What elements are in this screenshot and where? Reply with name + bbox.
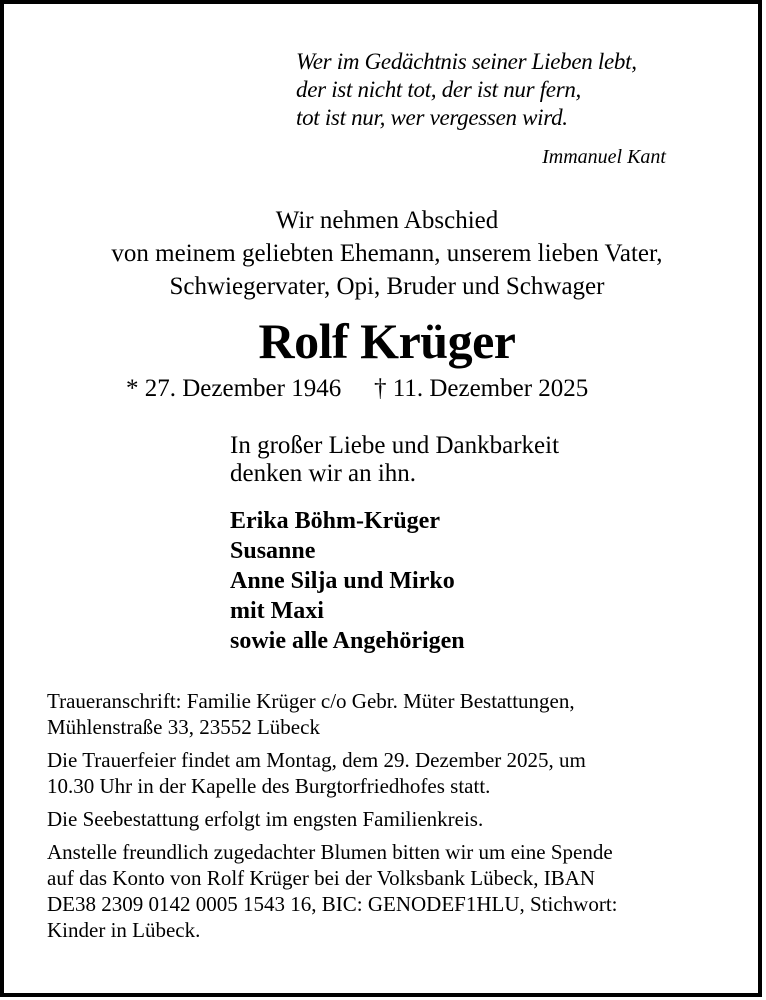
notice-line: auf das Konto von Rolf Krüger bei der Volksbank Lübeck, IBAN <box>47 866 596 890</box>
intro-heading <box>4 204 766 303</box>
deceased-name: Rolf Krüger <box>258 313 516 369</box>
notice-line: Die Seebestattung erfolgt im engsten Familienkreis. <box>47 807 484 831</box>
mourner-name: Erika Böhm-Krüger <box>230 508 440 534</box>
quote-line: tot ist nur, wer vergessen wird. <box>296 105 568 130</box>
notice-line: Kinder in Lübeck. <box>47 918 201 942</box>
mourner-name: mit Maxi <box>230 598 324 624</box>
donation-notice <box>47 839 727 943</box>
funeral-ceremony-notice <box>47 747 727 799</box>
intro-line: Schwiegervater, Opi, Bruder und Schwager <box>169 273 605 300</box>
notices-block <box>47 688 727 950</box>
notice-line: Die Trauerfeier findet am Montag, dem 29. Dezember 2025, um <box>47 748 586 772</box>
notice-line: DE38 2309 0142 0005 1543 16, BIC: GENODEF1HLU, Stichwort: <box>47 892 618 916</box>
gratitude-line: In großer Liebe und Dankbarkeit <box>230 432 560 459</box>
quote-line: der ist nicht tot, der ist nur fern, <box>296 77 581 102</box>
mourner-name: Susanne <box>230 538 316 564</box>
quote-author: Immanuel Kant <box>542 146 666 168</box>
notice-line: Anstelle freundlich zugedachter Blumen bitten wir um eine Spende <box>47 840 613 864</box>
quote-block <box>296 48 637 132</box>
intro-line: Wir nehmen Abschied <box>275 207 499 234</box>
intro-line: von meinem geliebten Ehemann, unserem lieben Vater, <box>111 240 663 267</box>
burial-notice <box>47 806 727 832</box>
gratitude-line: denken wir an ihn. <box>230 460 417 487</box>
mourning-address <box>47 688 727 740</box>
notice-line: Mühlenstraße 33, 23552 Lübeck <box>47 715 320 739</box>
mourner-name: sowie alle Angehörigen <box>230 628 465 654</box>
death-date: † 11. Dezember 2025 <box>374 375 589 402</box>
notice-line: 10.30 Uhr in der Kapelle des Burgtorfriedhofes statt. <box>47 774 491 798</box>
quote-line: Wer im Gedächtnis seiner Lieben lebt, <box>296 49 637 74</box>
gratitude-text <box>230 432 559 488</box>
birth-date: * 27. Dezember 1946 <box>126 375 342 402</box>
mourner-name: Anne Silja und Mirko <box>230 568 455 594</box>
mourners-list <box>230 506 465 656</box>
notice-line: Traueranschrift: Familie Krüger c/o Gebr. Müter Bestattungen, <box>47 689 575 713</box>
